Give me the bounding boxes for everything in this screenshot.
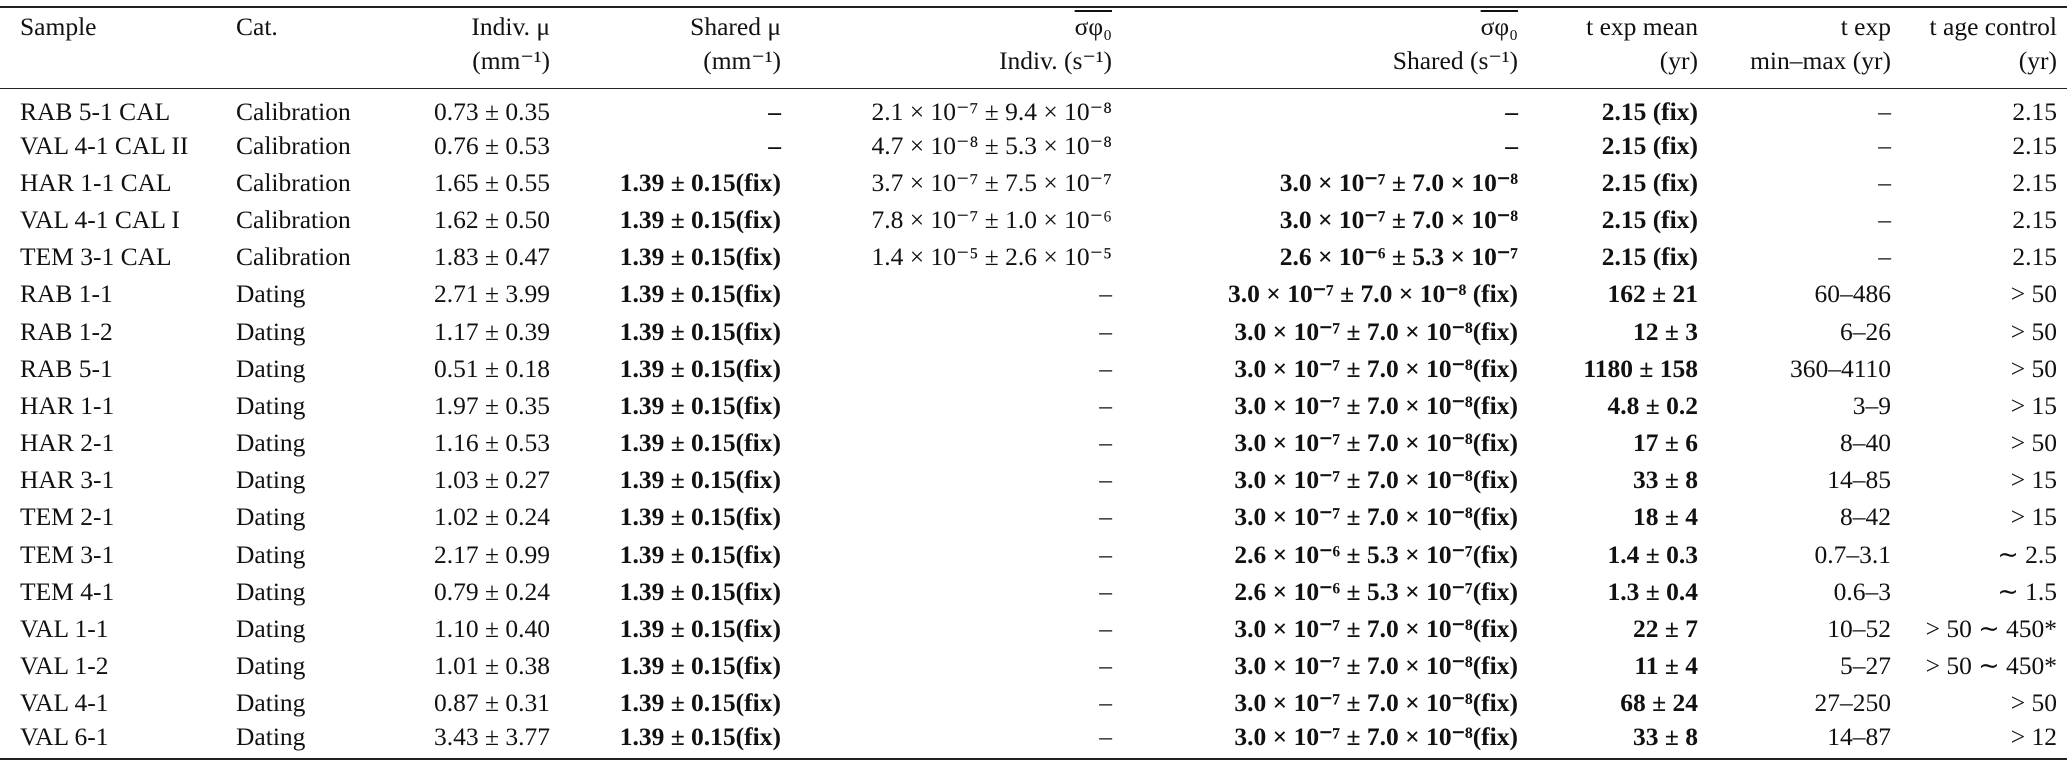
cell-texp-range: 8–40 (1840, 428, 1891, 458)
header-tage-control-line2: (yr) (2018, 46, 2057, 75)
cell-shared-mu: – (768, 97, 781, 126)
header-tage-control (1901, 7, 2067, 89)
table-row (0, 201, 2067, 238)
table-row (0, 648, 2067, 685)
cell-texp-range: 3–9 (1852, 390, 1891, 420)
cell-tage-control: 2.15 (2012, 97, 2057, 126)
cell-category: Dating (236, 576, 306, 606)
cell-indiv-mu: 0.51 ± 0.18 (434, 353, 550, 383)
cell-shared-sigma: 3.0 × 10⁻⁷ ± 7.0 × 10⁻⁸(fix) (1234, 316, 1518, 346)
cell-tage-control: 2.15 (2012, 204, 2057, 234)
cell-sample: RAB 1-2 (20, 316, 113, 346)
header-sample (0, 7, 226, 89)
cell-shared-mu: 1.39 ± 0.15(fix) (619, 539, 781, 569)
cell-shared-mu: 1.39 ± 0.15(fix) (619, 167, 781, 197)
header-indiv-mu-line2: (mm⁻¹) (472, 46, 550, 75)
cell-shared-mu: 1.39 ± 0.15(fix) (619, 576, 781, 606)
header-shared-sigma (1122, 7, 1528, 89)
cell-tage-control: > 50 (2010, 316, 2057, 346)
cell-indiv-sigma: – (1099, 390, 1112, 420)
header-tage-control-line1: t age control (1929, 12, 2057, 41)
header-indiv-sigma (791, 7, 1122, 89)
header-indiv-sigma-line2: Indiv. (s⁻¹) (999, 46, 1112, 75)
cell-texp-range: 10–52 (1827, 614, 1891, 644)
cell-texp-mean: 22 ± 7 (1633, 614, 1698, 644)
cell-texp-mean: 2.15 (fix) (1601, 97, 1698, 126)
cell-texp-range: 27–250 (1814, 688, 1891, 718)
cell-shared-mu: 1.39 ± 0.15(fix) (619, 614, 781, 644)
cell-texp-range: – (1878, 167, 1891, 197)
header-row (0, 7, 2067, 89)
cell-shared-mu: 1.39 ± 0.15(fix) (619, 688, 781, 718)
cell-shared-sigma: 3.0 × 10⁻⁷ ± 7.0 × 10⁻⁸(fix) (1234, 390, 1518, 420)
cell-sample: VAL 4-1 CAL I (20, 204, 180, 234)
cell-indiv-mu: 1.97 ± 0.35 (434, 390, 550, 420)
table-row (0, 425, 2067, 462)
cell-sample: HAR 1-1 CAL (20, 167, 172, 197)
cell-tage-control: > 50 ∼ 450* (1925, 651, 2057, 681)
cell-sample: TEM 4-1 (20, 576, 115, 606)
cell-shared-sigma: 2.6 × 10⁻⁶ ± 5.3 × 10⁻⁷(fix) (1234, 539, 1518, 569)
cell-indiv-mu: 0.73 ± 0.35 (434, 97, 550, 126)
cell-sample: HAR 1-1 (20, 390, 115, 420)
cell-indiv-sigma: – (1099, 576, 1112, 606)
cell-tage-control: 2.15 (2012, 242, 2057, 272)
cell-indiv-mu: 0.79 ± 0.24 (434, 576, 550, 606)
cell-texp-mean: 11 ± 4 (1634, 651, 1698, 681)
cell-shared-mu: 1.39 ± 0.15(fix) (619, 390, 781, 420)
cell-category: Dating (236, 428, 306, 458)
cell-texp-mean: 1180 ± 158 (1583, 353, 1698, 383)
cell-indiv-sigma: 1.4 × 10⁻⁵ ± 2.6 × 10⁻⁵ (871, 242, 1112, 272)
cell-indiv-mu: 1.62 ± 0.50 (434, 204, 550, 234)
cell-texp-mean: 1.4 ± 0.3 (1607, 539, 1698, 569)
header-indiv-mu (392, 7, 560, 89)
cell-shared-sigma: 3.0 × 10⁻⁷ ± 7.0 × 10⁻⁸(fix) (1234, 502, 1518, 532)
cell-indiv-sigma: 7.8 × 10⁻⁷ ± 1.0 × 10⁻⁶ (871, 204, 1112, 234)
cell-category: Dating (236, 502, 306, 532)
cell-texp-range: – (1878, 204, 1891, 234)
cell-category: Dating (236, 688, 306, 718)
cell-texp-mean: 12 ± 3 (1633, 316, 1698, 346)
cell-shared-mu: 1.39 ± 0.15(fix) (619, 242, 781, 272)
cell-sample: VAL 6-1 (20, 722, 109, 752)
cell-shared-sigma: 3.0 × 10⁻⁷ ± 7.0 × 10⁻⁸(fix) (1234, 688, 1518, 718)
cell-category: Dating (236, 390, 306, 420)
cell-shared-mu: 1.39 ± 0.15(fix) (619, 722, 781, 752)
cell-sample: RAB 5-1 (20, 353, 113, 383)
cell-texp-mean: 68 ± 24 (1620, 688, 1698, 718)
cell-sample: VAL 1-2 (20, 651, 109, 681)
cell-tage-control: 2.15 (2012, 130, 2057, 160)
cell-indiv-mu: 0.76 ± 0.53 (434, 130, 550, 160)
cell-indiv-mu: 2.71 ± 3.99 (434, 279, 550, 309)
cell-indiv-mu: 1.17 ± 0.39 (434, 316, 550, 346)
cell-texp-mean: 4.8 ± 0.2 (1607, 390, 1698, 420)
table-row (0, 164, 2067, 201)
table-row (0, 387, 2067, 424)
header-shared-mu-line2: (mm⁻¹) (703, 46, 781, 75)
cell-indiv-mu: 1.02 ± 0.24 (434, 502, 550, 532)
header-category-label: Cat. (236, 12, 278, 41)
table-body (0, 89, 2067, 760)
table-row (0, 722, 2067, 759)
cell-tage-control: > 50 (2010, 688, 2057, 718)
cell-indiv-sigma: – (1099, 722, 1112, 752)
header-texp-mean-line1: t exp mean (1586, 12, 1698, 41)
cell-indiv-mu: 1.65 ± 0.55 (434, 167, 550, 197)
cell-indiv-sigma: – (1099, 465, 1112, 495)
cell-texp-mean: 33 ± 8 (1633, 722, 1698, 752)
cell-category: Dating (236, 614, 306, 644)
header-shared-mu (560, 7, 791, 89)
cell-indiv-mu: 2.17 ± 0.99 (434, 539, 550, 569)
cell-indiv-sigma: – (1099, 688, 1112, 718)
cell-shared-mu: – (768, 130, 781, 160)
cell-sample: TEM 3-1 (20, 539, 115, 569)
cell-shared-mu: 1.39 ± 0.15(fix) (619, 279, 781, 309)
cell-indiv-sigma: – (1099, 316, 1112, 346)
cell-sample: HAR 2-1 (20, 428, 115, 458)
cell-texp-mean: 2.15 (fix) (1601, 130, 1698, 160)
header-shared-sigma-line2: Shared (s⁻¹) (1392, 46, 1518, 75)
header-texp-range-line2: min–max (yr) (1750, 46, 1891, 75)
cell-category: Dating (236, 651, 306, 681)
cell-texp-mean: 2.15 (fix) (1601, 167, 1698, 197)
table-row (0, 573, 2067, 610)
cell-indiv-sigma: 3.7 × 10⁻⁷ ± 7.5 × 10⁻⁷ (871, 167, 1112, 197)
header-shared-mu-line1: Shared μ (690, 12, 781, 41)
cell-texp-range: 0.7–3.1 (1814, 539, 1891, 569)
cell-tage-control: ∼ 1.5 (1997, 576, 2057, 606)
cell-indiv-sigma: – (1099, 279, 1112, 309)
cell-texp-range: 360–4110 (1789, 353, 1891, 383)
cell-indiv-mu: 1.83 ± 0.47 (434, 242, 550, 272)
header-texp-mean-line2: (yr) (1659, 46, 1698, 75)
cell-category: Calibration (236, 167, 351, 197)
cell-indiv-mu: 1.10 ± 0.40 (434, 614, 550, 644)
table-header (0, 7, 2067, 89)
cell-tage-control: > 15 (2010, 390, 2057, 420)
cell-tage-control: > 50 (2010, 428, 2057, 458)
cell-category: Dating (236, 465, 306, 495)
cell-sample: RAB 5-1 CAL (20, 97, 171, 126)
header-shared-sigma-line1: σφ₀ (1480, 12, 1518, 41)
cell-texp-mean: 2.15 (fix) (1601, 204, 1698, 234)
cell-category: Calibration (236, 97, 351, 126)
cell-tage-control: > 12 (2010, 722, 2057, 752)
cell-texp-range: 14–85 (1827, 465, 1891, 495)
cell-indiv-mu: 1.16 ± 0.53 (434, 428, 550, 458)
results-table (0, 6, 2067, 760)
cell-texp-mean: 33 ± 8 (1633, 465, 1698, 495)
cell-category: Dating (236, 279, 306, 309)
cell-sample: TEM 2-1 (20, 502, 115, 532)
header-indiv-mu-line1: Indiv. μ (471, 12, 550, 41)
cell-texp-range: 6–26 (1840, 316, 1891, 346)
table-row (0, 313, 2067, 350)
cell-texp-mean: 18 ± 4 (1633, 502, 1698, 532)
cell-indiv-sigma: – (1099, 353, 1112, 383)
cell-texp-mean: 162 ± 21 (1607, 279, 1698, 309)
cell-tage-control: > 50 ∼ 450* (1925, 614, 2057, 644)
cell-shared-mu: 1.39 ± 0.15(fix) (619, 502, 781, 532)
cell-shared-sigma: 3.0 × 10⁻⁷ ± 7.0 × 10⁻⁸ (fix) (1228, 279, 1518, 309)
cell-sample: VAL 4-1 CAL II (20, 130, 189, 160)
cell-tage-control: > 15 (2010, 502, 2057, 532)
cell-texp-range: – (1878, 242, 1891, 272)
table-row (0, 462, 2067, 499)
cell-shared-sigma: 2.6 × 10⁻⁶ ± 5.3 × 10⁻⁷(fix) (1234, 576, 1518, 606)
cell-shared-sigma: 3.0 × 10⁻⁷ ± 7.0 × 10⁻⁸(fix) (1234, 353, 1518, 383)
cell-category: Dating (236, 316, 306, 346)
table-row (0, 127, 2067, 164)
cell-shared-mu: 1.39 ± 0.15(fix) (619, 465, 781, 495)
cell-category: Dating (236, 539, 306, 569)
cell-sample: VAL 1-1 (20, 614, 109, 644)
cell-tage-control: 2.15 (2012, 167, 2057, 197)
table-row (0, 350, 2067, 387)
cell-indiv-sigma: 4.7 × 10⁻⁸ ± 5.3 × 10⁻⁸ (871, 130, 1112, 160)
cell-shared-mu: 1.39 ± 0.15(fix) (619, 428, 781, 458)
cell-tage-control: > 50 (2010, 279, 2057, 309)
cell-texp-range: 0.6–3 (1833, 576, 1891, 606)
header-texp-range-line1: t exp (1840, 12, 1891, 41)
cell-texp-range: 8–42 (1840, 502, 1891, 532)
cell-category: Calibration (236, 204, 351, 234)
table-row (0, 276, 2067, 313)
cell-shared-sigma: 3.0 × 10⁻⁷ ± 7.0 × 10⁻⁸(fix) (1234, 465, 1518, 495)
cell-tage-control: > 15 (2010, 465, 2057, 495)
cell-indiv-sigma: – (1099, 539, 1112, 569)
header-indiv-sigma-line1: σφ₀ (1074, 12, 1112, 41)
cell-shared-mu: 1.39 ± 0.15(fix) (619, 353, 781, 383)
cell-indiv-sigma: 2.1 × 10⁻⁷ ± 9.4 × 10⁻⁸ (871, 97, 1112, 126)
cell-shared-sigma: – (1505, 97, 1518, 126)
table-row (0, 536, 2067, 573)
cell-texp-range: – (1878, 130, 1891, 160)
cell-indiv-mu: 1.01 ± 0.38 (434, 651, 550, 681)
cell-shared-mu: 1.39 ± 0.15(fix) (619, 316, 781, 346)
cell-shared-mu: 1.39 ± 0.15(fix) (619, 204, 781, 234)
cell-tage-control: > 50 (2010, 353, 2057, 383)
cell-sample: HAR 3-1 (20, 465, 115, 495)
table-row (0, 499, 2067, 536)
table-row (0, 685, 2067, 722)
table-row (0, 239, 2067, 276)
cell-texp-mean: 1.3 ± 0.4 (1607, 576, 1698, 606)
cell-texp-range: – (1878, 97, 1891, 126)
cell-indiv-mu: 3.43 ± 3.77 (434, 722, 550, 752)
cell-tage-control: ∼ 2.5 (1997, 539, 2057, 569)
cell-shared-mu: 1.39 ± 0.15(fix) (619, 651, 781, 681)
cell-texp-range: 60–486 (1814, 279, 1891, 309)
cell-shared-sigma: 3.0 × 10⁻⁷ ± 7.0 × 10⁻⁸(fix) (1234, 722, 1518, 752)
cell-sample: RAB 1-1 (20, 279, 113, 309)
header-category (226, 7, 392, 89)
cell-indiv-sigma: – (1099, 614, 1112, 644)
cell-category: Dating (236, 722, 306, 752)
header-sample-label: Sample (20, 12, 97, 41)
cell-shared-sigma: 2.6 × 10⁻⁶ ± 5.3 × 10⁻⁷ (1279, 242, 1518, 272)
cell-shared-sigma: – (1505, 130, 1518, 160)
cell-indiv-sigma: – (1099, 428, 1112, 458)
cell-texp-mean: 2.15 (fix) (1601, 242, 1698, 272)
cell-category: Calibration (236, 242, 351, 272)
header-texp-range (1708, 7, 1901, 89)
cell-shared-sigma: 3.0 × 10⁻⁷ ± 7.0 × 10⁻⁸(fix) (1234, 651, 1518, 681)
cell-shared-sigma: 3.0 × 10⁻⁷ ± 7.0 × 10⁻⁸ (1279, 204, 1518, 234)
cell-indiv-mu: 1.03 ± 0.27 (434, 465, 550, 495)
table-row (0, 610, 2067, 647)
cell-shared-sigma: 3.0 × 10⁻⁷ ± 7.0 × 10⁻⁸ (1279, 167, 1518, 197)
cell-indiv-mu: 0.87 ± 0.31 (434, 688, 550, 718)
cell-indiv-sigma: – (1099, 502, 1112, 532)
table-row (0, 89, 2067, 128)
cell-category: Dating (236, 353, 306, 383)
cell-shared-sigma: 3.0 × 10⁻⁷ ± 7.0 × 10⁻⁸(fix) (1234, 614, 1518, 644)
cell-indiv-sigma: – (1099, 651, 1112, 681)
header-texp-mean (1528, 7, 1708, 89)
cell-texp-mean: 17 ± 6 (1633, 428, 1698, 458)
cell-texp-range: 5–27 (1840, 651, 1891, 681)
cell-shared-sigma: 3.0 × 10⁻⁷ ± 7.0 × 10⁻⁸(fix) (1234, 428, 1518, 458)
cell-category: Calibration (236, 130, 351, 160)
cell-sample: VAL 4-1 (20, 688, 109, 718)
cell-texp-range: 14–87 (1827, 722, 1891, 752)
cell-sample: TEM 3-1 CAL (20, 242, 172, 272)
